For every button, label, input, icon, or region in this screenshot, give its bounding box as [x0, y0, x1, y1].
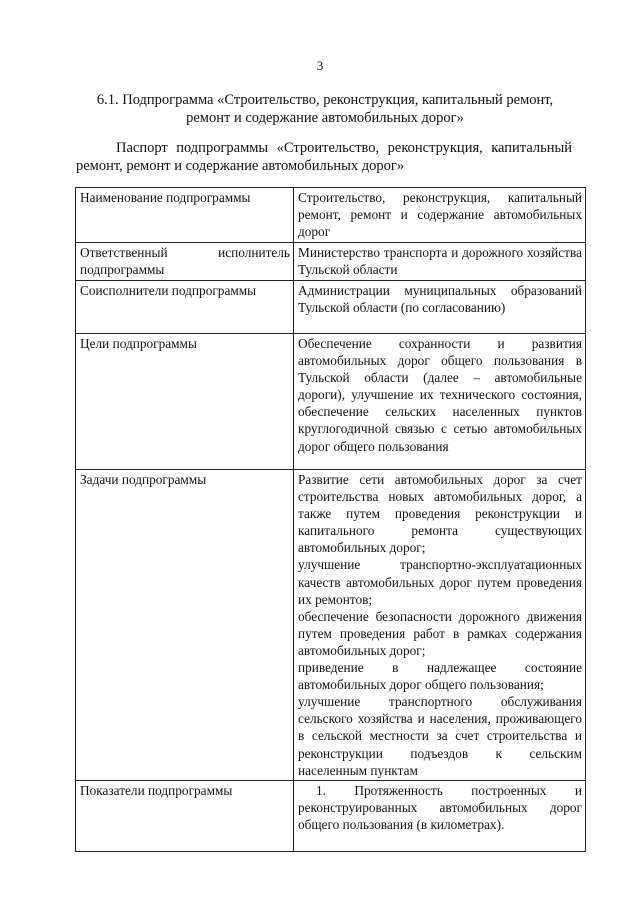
row-label: Соисполнители подпрограммы: [76, 281, 294, 334]
row-value: 1. Протяженность построенных и реконструированных автомобильных дорог общего пользования (в километрах).: [294, 780, 586, 851]
row-value: Строительство, реконструкция, капитальный ремонт, ремонт и содержание автомобильных дорог: [294, 188, 586, 243]
task-item: Развитие сети автомобильных дорог за счет строительства новых автомобильных дорог, а также путем проведения реконструкции и капитального ремонта существующих автомобильных дорог;: [298, 472, 582, 556]
task-item: улучшение транспортно-эксплуатационных качеств автомобильных дорог путем проведения их ремонтов;: [298, 557, 582, 607]
subprogram-heading-line-1: 6.1. Подпрограмма «Строительство, реконструкция, капитальный ремонт,: [96, 92, 554, 108]
row-value: [294, 470, 586, 781]
subprogram-heading: [60, 91, 590, 127]
row-label: Задачи подпрограммы: [76, 470, 294, 781]
table-row: [76, 334, 586, 470]
task-item: приведение в надлежащее состояние автомобильных дорог общего пользования;: [298, 660, 582, 693]
table-row: [76, 780, 586, 851]
subprogram-heading-line-2: ремонт и содержание автомобильных дорог»: [186, 110, 464, 126]
row-label: Показатели подпрограммы: [76, 780, 294, 851]
row-label: Наименование подпрограммы: [76, 188, 294, 243]
row-label: Цели подпрограммы: [76, 334, 294, 470]
task-item: улучшение транспортного обслуживания сельского хозяйства и населения, проживающего в сельской местности за счет строительства и реконструкции подъездов к сельским населенным пунктам: [298, 694, 582, 778]
table-row: [76, 281, 586, 334]
row-value: Обеспечение сохранности и развития автомобильных дорог общего пользования в Тульской области (далее – автомобильные дороги), улучшение их технического состояния, обеспечение сельских населенных пунктов круглогодичной связью с сетью автомобильных дорог общего пользования: [294, 334, 586, 470]
row-label: Ответственный исполнитель подпрограммы: [76, 243, 294, 281]
table-row: [76, 470, 586, 781]
row-value: Администрации муниципальных образований Тульской области (по согласованию): [294, 281, 586, 334]
table-row: [76, 188, 586, 243]
passport-table: [75, 187, 586, 852]
page-number: 3: [316, 58, 324, 73]
row-value: Министерство транспорта и дорожного хозяйства Тульской области: [294, 243, 586, 281]
table-row: [76, 243, 586, 281]
passport-title: Паспорт подпрограммы «Строительство, реконструкция, капитальный ремонт, ремонт и содержание автомобильных дорог»: [76, 140, 572, 174]
task-item: обеспечение безопасности дорожного движения путем проведения работ в рамках содержания автомобильных дорог;: [298, 608, 582, 658]
